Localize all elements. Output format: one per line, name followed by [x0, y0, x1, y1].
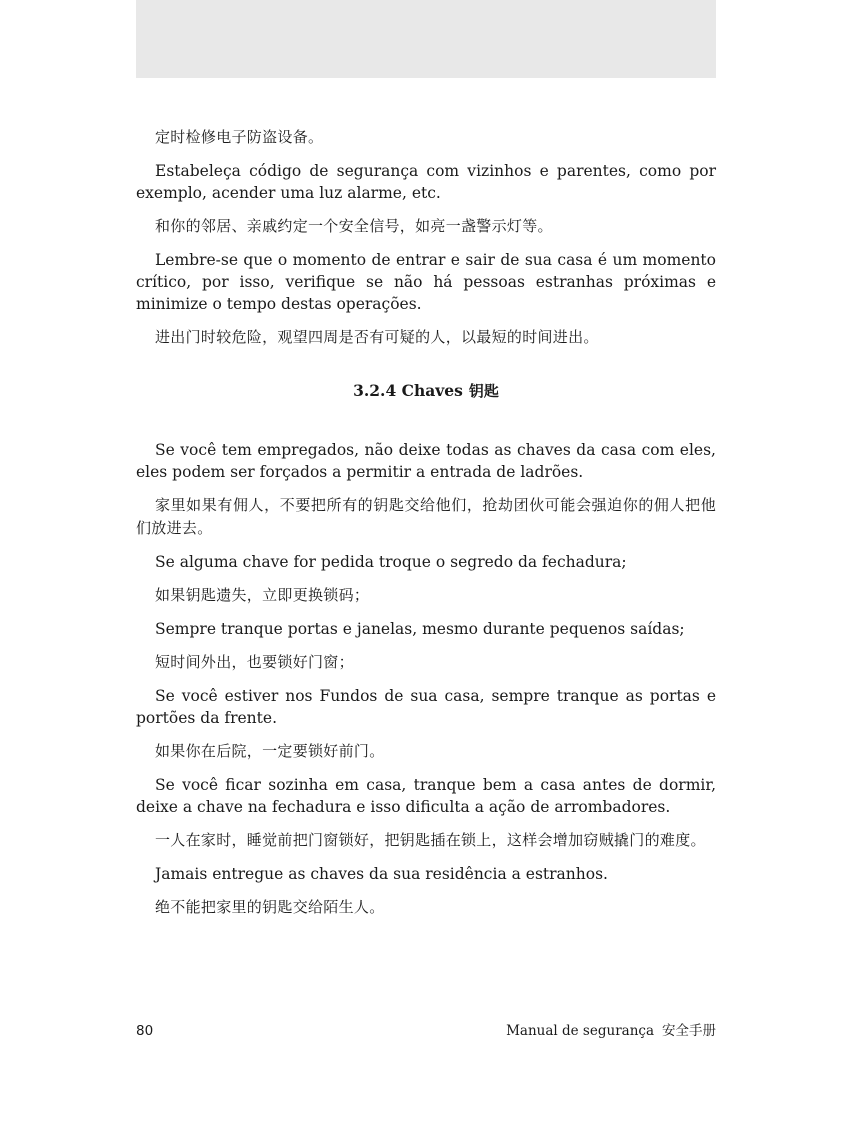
paragraph-zh: 绝不能把家里的钥匙交给陌生人。	[155, 898, 385, 916]
paragraph-zh: 进出门时较危险，观望四周是否有可疑的人，以最短的时间进出。	[155, 328, 599, 346]
paragraph-pt: Se você tem empregados, não deixe todas as chaves da casa com eles, eles podem ser forçados a permitir a entrada de ladrões.	[136, 441, 716, 481]
paragraph-zh: 如果钥匙遗失，立即更换锁码；	[155, 586, 370, 604]
paragraph-zh: 如果你在后院，一定要锁好前门。	[155, 742, 385, 760]
paragraph-zh: 一人在家时，睡觉前把门窗锁好，把钥匙插在锁上，这样会增加窃贼撬门的难度。	[155, 831, 706, 849]
paragraph-pt: Se você ficar sozinha em casa, tranque bem a casa antes de dormir, deixe a chave na fechadura e isso dificulta a ação de arrombadores.	[136, 776, 716, 816]
running-title	[506, 1020, 716, 1042]
section-heading	[136, 379, 716, 403]
running-title-pt: Manual de segurança	[506, 1023, 654, 1039]
paragraph-block-section	[136, 439, 716, 919]
paragraph-pt: Estabeleça código de segurança com vizinhos e parentes, como por exemplo, acender uma luz alarme, etc.	[136, 162, 716, 202]
paragraph-zh: 定时检修电子防盗设备。	[155, 128, 324, 146]
paragraph-zh: 短时间外出，也要锁好门窗；	[155, 653, 354, 671]
running-title-zh: 安全手册	[662, 1023, 716, 1039]
paragraph-pt: Jamais entregue as chaves da sua residência a estranhos.	[155, 865, 608, 883]
section-heading-zh: 钥匙	[468, 382, 499, 400]
paragraph-block-top	[136, 126, 716, 349]
page-footer	[136, 1020, 716, 1042]
paragraph-zh: 家里如果有佣人，不要把所有的钥匙交给他们，抢劫团伙可能会强迫你的佣人把他们放进去。	[136, 496, 716, 537]
header-band	[136, 0, 716, 78]
section-heading-pt: 3.2.4 Chaves	[353, 381, 463, 400]
paragraph-pt: Sempre tranque portas e janelas, mesmo durante pequenos saídas;	[155, 620, 685, 638]
page-number: 80	[136, 1023, 154, 1039]
paragraph-zh: 和你的邻居、亲戚约定一个安全信号，如亮一盏警示灯等。	[155, 217, 553, 235]
paragraph-pt: Se alguma chave for pedida troque o segredo da fechadura;	[155, 553, 627, 571]
page-content	[136, 126, 716, 930]
paragraph-pt: Lembre-se que o momento de entrar e sair de sua casa é um momento crítico, por isso, verifique se não há pessoas estranhas próximas e minimize o tempo destas operações.	[136, 251, 716, 313]
paragraph-pt: Se você estiver nos Fundos de sua casa, sempre tranque as portas e portões da frente.	[136, 687, 716, 727]
